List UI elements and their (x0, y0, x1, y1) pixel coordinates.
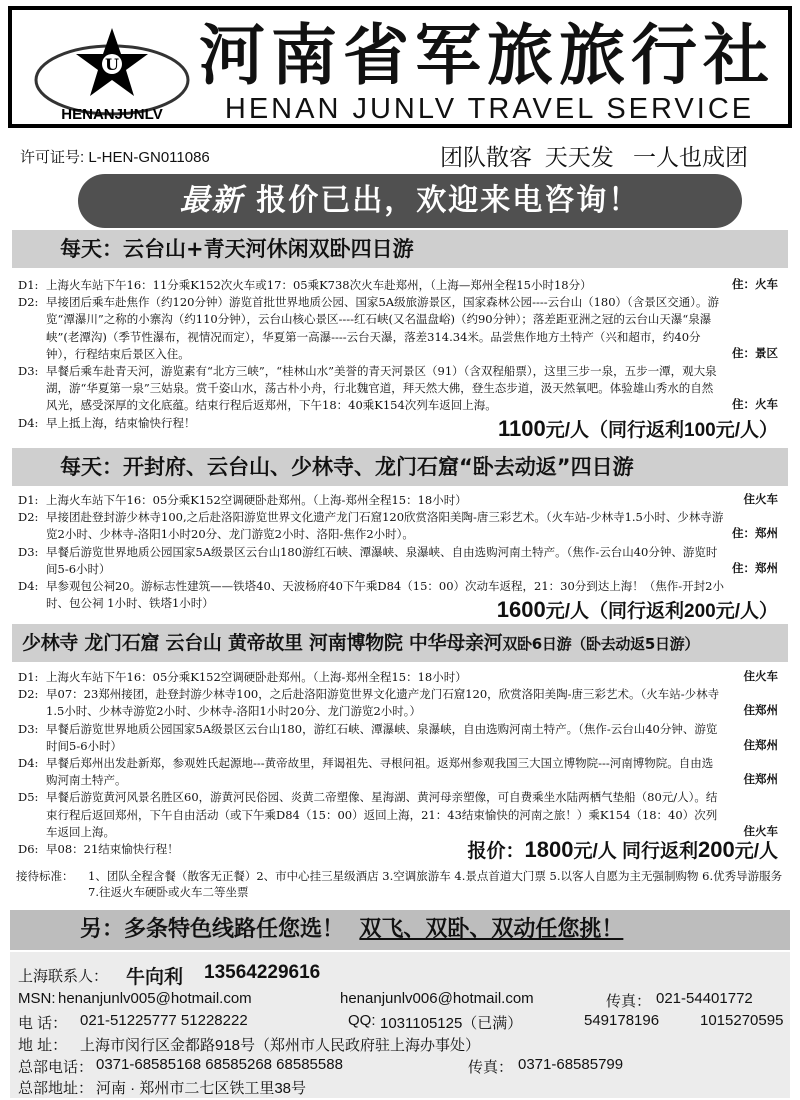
tour-2-title: 每天：开封府、云台山、少林寺、龙门石窟“卧去动返”四日游 (12, 448, 788, 486)
slogan: 团队散客 天天发 一人也成团 (440, 144, 748, 170)
day-text: 早餐后游览世界地质公园国家5A级景区云台山180，游红石峡、潭瀑峡、泉瀑峡，自由选购河南土特产。（焦作-云台山40分钟、游览时间5-6小时） (46, 721, 718, 753)
day-stay: 住：火车 (732, 279, 778, 291)
more-routes-banner (10, 910, 790, 950)
itinerary-day (18, 544, 782, 578)
contact-panel (10, 952, 790, 1098)
price-unit: 元/人 同行返利 (573, 841, 698, 862)
day-stay: 住火车 (743, 671, 778, 683)
day-text: 早参观包公祠20。游标志性建筑——铁塔40、天波杨府40下午乘D84（15：00）次动车返程，21：30分到达上海！（焦作-开封2小时、包公祠 1小时、铁塔1小时） (46, 579, 724, 611)
day-text: 早餐后郑州出发赴新郑，参观姓氏起源地---黄帝故里，拜谒祖先、寻根问祖。返郑州参观我国三大国立博物院---河南博物院。自由选购河南土特产。 (46, 756, 714, 788)
person-label: 上海联系人： (18, 968, 109, 985)
day-label: D2: (18, 510, 39, 525)
itinerary-day (18, 509, 782, 543)
day-text: 早接团后乘车赴焦作（约120分钟）游览首批世界地质公园、国家5A级旅游景区，国家森林公园----云台山（180）（含景区交通）。游览“潭瀑川”之称的小寨沟（约110分钟），云台山核心景区----红石峡(又名温盘峪)（约90分钟）；落差距亚洲之冠的云台山天瀑“泉瀑峡”(老潭沟)（季节性瀑布，视情况而定），华夏第一高瀑----云台天瀑，落差314.34米。品尝焦作地方土特产（兴和超市，约40分钟），行程结束后景区入住。 (46, 295, 720, 361)
day-text: 早餐后游览世界地质公园国家5A级景区云台山180游红石峡、潭瀑峡、泉瀑峡、自由选购河南土特产。（焦作-云台山40分钟、游览时间5-6小时） (46, 544, 718, 576)
qq-number-1: 1031105125（已满） (380, 1015, 523, 1032)
day-text: 早08：21结束愉快行程！ (46, 842, 179, 857)
day-text: 早接团赴登封游少林寺100,之后赴洛阳游览世界文化遗产龙门石窟120欣赏洛阳美陶-唐三彩艺术。（火车站-少林寺1.5小时、少林寺游览2小时、少林寺-洛阳1小时20分、龙门游览2小时、洛阳-焦作2小时）。 (46, 510, 724, 542)
day-label: D1: (18, 493, 39, 507)
day-label: D3: (18, 544, 39, 559)
company-title-en: HENAN JUNLV TRAVEL SERVICE (224, 93, 755, 125)
price-unit: 元/人（同行返利100元/人） (545, 420, 778, 441)
tel-label: 电 话： (18, 1015, 68, 1032)
hq-fax-number: 0371-68585799 (518, 1056, 624, 1073)
tour-3-title-main: 少林寺 龙门石窟 云台山 黄帝故里 河南博物院 中华母亲河 (22, 632, 503, 654)
day-label: D5: (18, 790, 39, 805)
day-label: D4: (18, 579, 39, 594)
hq-tel-number[interactable]: 0371-68585168 68585268 68585588 (96, 1056, 343, 1073)
itinerary-day (18, 721, 782, 755)
day-text: 早餐后游览黄河风景名胜区60，游黄河民俗园、炎黄二帝塑像、星海湖、黄河母亲塑像，可自费乘坐水陆两栖气垫船（80元/人）。结束行程后返回郑州，下午自由活动（或下午乘D84（15：00）返回上海，21：43结束愉快的河南之旅！）乘K154（18：40）次列车返回上海。 (46, 790, 718, 839)
header (8, 6, 792, 128)
itinerary-day (18, 686, 782, 720)
announcement-banner (78, 174, 742, 228)
logo-text: HENANJUNLV (61, 106, 163, 122)
tour-3-price (467, 836, 778, 863)
itinerary-day (18, 294, 782, 363)
tour-1-title: 每天：云台山+青天河休闲双卧四日游 (12, 230, 788, 268)
itinerary-day (18, 492, 782, 509)
itinerary-day (18, 363, 782, 415)
day-label: D3: (18, 364, 39, 379)
qq-number-3: 1015270595 (700, 1012, 784, 1029)
tour-2-price (497, 596, 778, 623)
tel-number[interactable]: 021-51225777 51228222 (80, 1012, 248, 1029)
day-stay: 住：景区 (732, 347, 778, 360)
hq-addr-label: 总部地址： (18, 1080, 94, 1097)
banner2-text: 另：多条特色线路任您选！ (80, 917, 345, 942)
day-label: D1: (18, 670, 39, 684)
tour-3-itinerary (18, 669, 782, 858)
day-stay: 住郑州 (743, 739, 778, 752)
day-text: 上海火车站下午16：11分乘K152次火车或17：05乘K738次火车赴郑州，（上海—郑州全程15小时18分） (46, 278, 592, 292)
fax-label: 传真： (606, 993, 652, 1010)
day-label: D2: (18, 295, 39, 310)
day-text: 早07：23郑州接团，赴登封游少林寺100，之后赴洛阳游览世界文化遗产龙门石窟120，欣赏洛阳美陶-唐三彩艺术。（火车站-少林寺1.5小时、少林寺游览2小时、少林寺-洛阳1小时20分、龙门游览2小时。） (46, 687, 720, 719)
day-label: D2: (18, 687, 39, 702)
price-prefix: 报价： (467, 841, 525, 862)
itinerary-day (18, 789, 782, 841)
msn-email-2[interactable]: henanjunlv006@hotmail.com (340, 990, 534, 1007)
company-title-cn: 河南省军旅旅行社 (199, 16, 775, 94)
qq-label: QQ: (348, 1012, 376, 1029)
addr-label: 地 址： (18, 1037, 68, 1054)
hq-tel-label: 总部电话： (18, 1059, 94, 1076)
day-stay: 住火车 (743, 494, 778, 506)
day-label: D3: (18, 721, 39, 736)
day-stay: 住：火车 (732, 399, 778, 412)
license-number: 许可证号: L-HEN-GN011086 (20, 149, 210, 166)
day-label: D1: (18, 278, 39, 292)
banner-script-text: 最新 (179, 183, 244, 218)
company-logo (32, 22, 192, 122)
standard-label: 接待标准： (16, 869, 74, 883)
person-phone[interactable]: 13564229616 (204, 962, 321, 983)
rebate-value: 200 (698, 837, 735, 862)
day-stay: 住郑州 (743, 774, 778, 787)
msn-label: MSN: (18, 990, 56, 1007)
tour-1-price (498, 415, 778, 442)
day-stay: 住郑州 (743, 705, 778, 718)
price-value: 1100 (498, 416, 546, 441)
price-value: 1800 (524, 837, 574, 862)
price-unit: 元/人（同行返利200元/人） (545, 601, 778, 622)
tour-3-title (12, 624, 788, 662)
tour-1-itinerary (18, 277, 782, 432)
banner-text: 报价已出，欢迎来电咨询！ (256, 183, 641, 218)
day-stay: 住：郑州 (732, 528, 778, 541)
standard-items: 1、团队全程含餐（散客无正餐）2、市中心挂三星级酒店 3.空调旅游车 4.景点首道大门票 5.以客人自愿为主无强制购物 6.优秀导游服务 7.往返火车硬卧或火车二等坐票 (88, 869, 783, 899)
qq-number-2: 549178196 (584, 1012, 660, 1029)
itinerary-day (18, 755, 782, 789)
hq-fax-label: 传真： (468, 1059, 514, 1076)
day-stay: 住：郑州 (732, 562, 778, 575)
rebate-unit: 元/人 (734, 841, 778, 862)
person-name: 牛向利 (126, 967, 184, 988)
day-label: D6: (18, 842, 39, 857)
day-label: D4: (18, 756, 39, 771)
price-value: 1600 (496, 597, 546, 622)
itinerary-day (18, 277, 782, 294)
itinerary-day (18, 669, 782, 686)
logo-emblem: U (105, 55, 119, 74)
banner2-emphasis: 双飞、双卧、双动任您挑！ (359, 917, 624, 942)
addr-text: 上海市闵行区金都路918号（郑州市人民政府驻上海办事处） (80, 1037, 481, 1054)
day-text: 早餐后乘车赴青天河，游览素有“北方三峡”，“桂林山水”美誉的青天河景区（91）（含双程船票），这里三步一泉，五步一潭，观大泉湖，游“华夏第一泉”三姑泉。赏千姿山水，荡古朴小舟，行北魏官道，拜天然大佛，登生态步道，汲天然氧吧。体验雄山秀水的自然风光，感受深厚的文化底蕴。结束行程后返郑州，下午18：40乘K154次列车返回上海。 (46, 364, 717, 413)
day-stay: 住火车 (743, 825, 778, 838)
day-text: 早上抵上海，结束愉快行程！ (46, 415, 196, 430)
reception-standard (16, 868, 786, 900)
tour-3-title-sub: 双卧6日游（卧去动返5日游） (502, 635, 700, 653)
day-text: 上海火车站下午16：05分乘K152空调硬卧赴郑州。（上海-郑州全程15：18小时） (46, 670, 467, 684)
msn-email-1[interactable]: henanjunlv005@hotmail.com (58, 990, 252, 1007)
hq-addr-text: 河南 · 郑州市二七区铁工里38号 (96, 1080, 307, 1097)
fax-number: 021-54401772 (656, 990, 753, 1007)
day-text: 上海火车站下午16：05分乘K152空调硬卧赴郑州。（上海-郑州全程15：18小时） (46, 493, 467, 507)
day-label: D4: (18, 415, 39, 430)
tour-2-itinerary (18, 492, 782, 612)
